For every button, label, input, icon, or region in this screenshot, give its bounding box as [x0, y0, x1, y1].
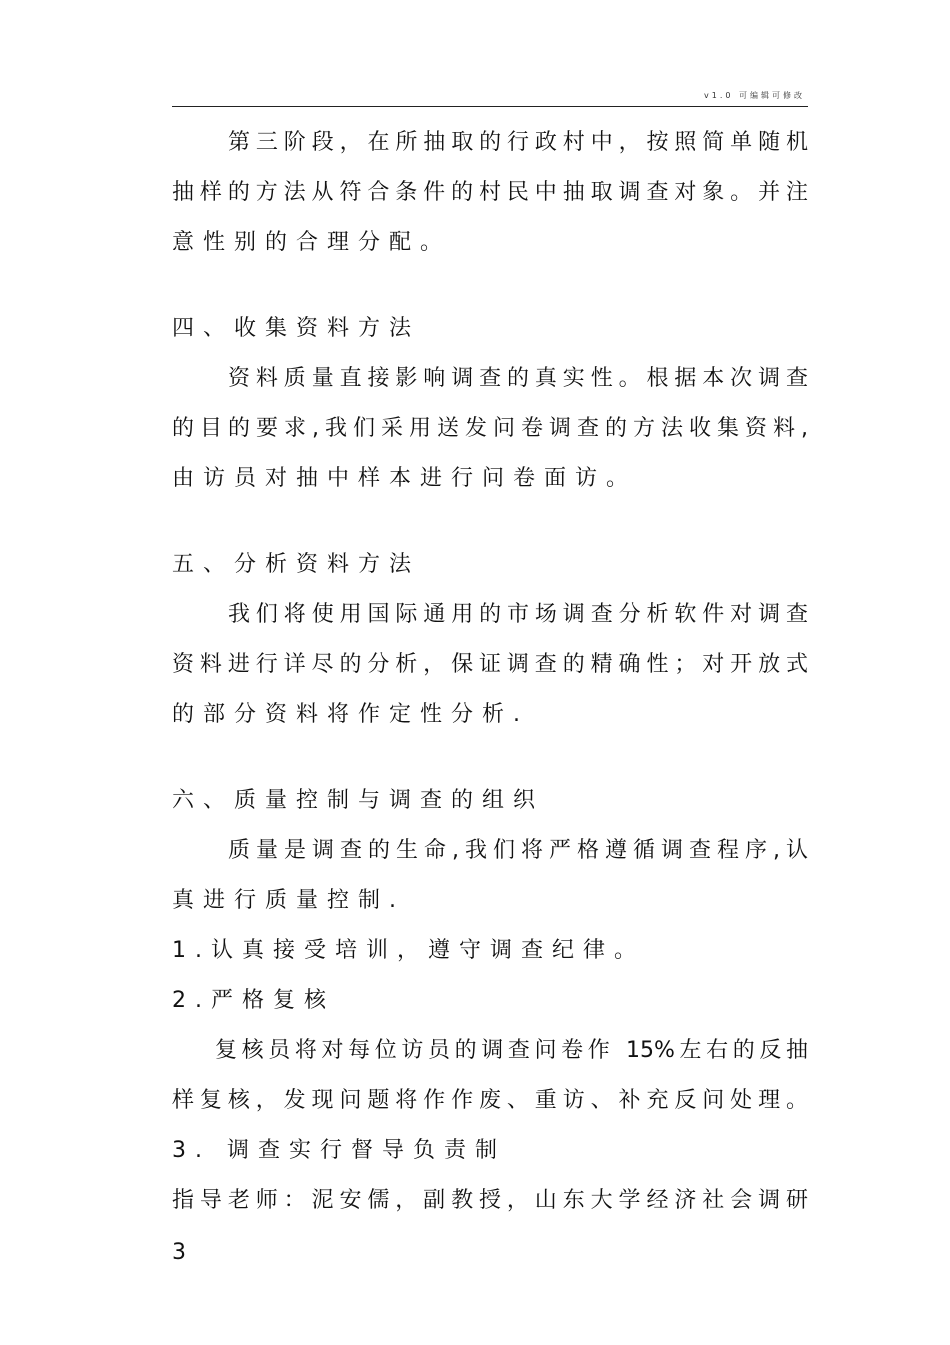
- page-number: 3: [172, 1240, 186, 1265]
- section-heading: 五、分析资料方法: [172, 552, 421, 577]
- header-rule: [172, 106, 808, 107]
- text-line: 质量是调查的生命,我们将严格遵循调查程序,认: [228, 838, 808, 863]
- section-heading: 六、质量控制与调查的组织: [172, 788, 545, 813]
- text-line: 的目的要求,我们采用送发问卷调查的方法收集资料,: [172, 416, 808, 441]
- text-line: 资料质量直接影响调查的真实性。根据本次调查: [228, 366, 808, 391]
- text-line: 抽样的方法从符合条件的村民中抽取调查对象。并注: [172, 180, 808, 205]
- text-line: 意性别的合理分配。: [172, 230, 452, 255]
- header-version-label: v1.0 可编辑可修改: [704, 91, 805, 100]
- list-item: 3. 调查实行督导负责制: [172, 1138, 506, 1163]
- text-line: 由访员对抽中样本进行问卷面访。: [172, 466, 638, 491]
- list-item: 2.严格复核: [172, 988, 335, 1013]
- text-line: 真进行质量控制.: [172, 888, 405, 913]
- text-line: 我们将使用国际通用的市场调查分析软件对调查: [228, 602, 808, 627]
- list-item: 1.认真接受培训，遵守调查纪律。: [172, 938, 645, 963]
- text-line: 第三阶段，在所抽取的行政村中，按照简单随机: [228, 130, 808, 155]
- text-line: 复核员将对每位访员的调查问卷作 15%左右的反抽: [215, 1038, 808, 1063]
- text-line: 指导老师：泥安儒，副教授，山东大学经济社会调研: [172, 1188, 808, 1213]
- text-line: 资料进行详尽的分析，保证调查的精确性；对开放式: [172, 652, 808, 677]
- text-line: 样复核，发现问题将作作废、重访、补充反问处理。: [172, 1088, 808, 1113]
- text-line: 的部分资料将作定性分析.: [172, 702, 529, 727]
- section-heading: 四、收集资料方法: [172, 316, 421, 341]
